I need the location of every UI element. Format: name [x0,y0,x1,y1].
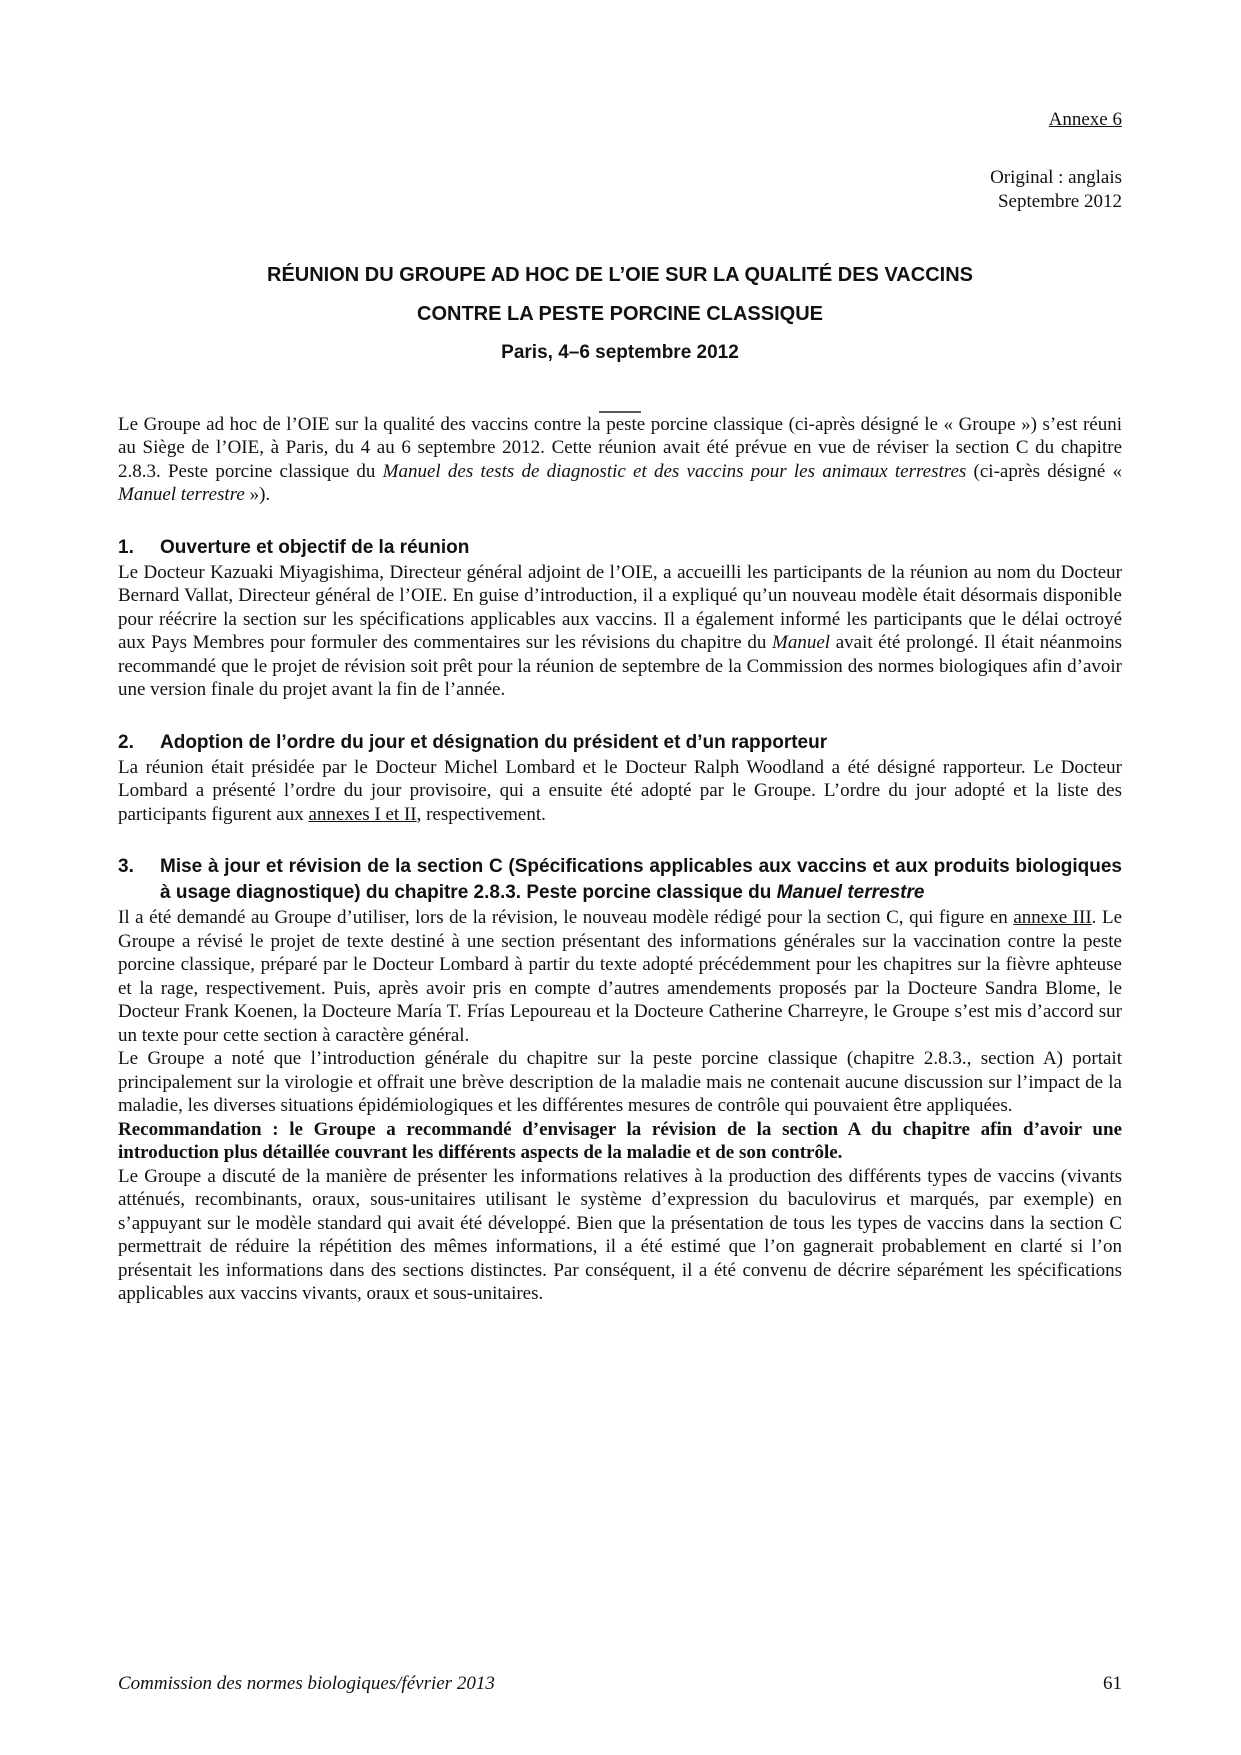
section-1-title: Ouverture et objectif de la réunion [160,536,470,558]
section-2-paragraph-1: La réunion était présidée par le Docteur Michel Lombard et le Docteur Ralph Woodland a été désigné rapporteur. Le Docteur Lombard a présenté l’ordre du jour provisoire, qui a ensuite été adopté par le Groupe. L’ordre du jour adopté et la liste des participants figurent aux annexes I et II, respectivement. [118,756,1122,825]
section-1-number: 1. [118,536,134,558]
document-date: Septembre 2012 [997,190,1122,212]
intro-paragraph: Le Groupe ad hoc de l’OIE sur la qualité des vaccins contre la peste porcine classique (ci-après désigné le « Groupe ») s’est réuni au Siège de l’OIE, à Paris, du 4 au 6 septembre 2012. Cette réunion avait été prévue en vue de réviser la section C du chapitre 2.8.3. Peste porcine classique du Manuel des tests de diagnostic et des vaccins pour les animaux terrestres (ci-après désigné « Manuel terrestre »). [118,413,1122,505]
section-3-recommendation: Recommandation : le Groupe a recommandé d’envisager la révision de la section A du chapitre afin d’avoir une introduction plus détaillée couvrant les différents aspects de la maladie et de son contrôle. [118,1118,1122,1163]
section-2-number: 2. [118,731,134,753]
document-meta [118,166,1122,214]
annexe-label [118,108,1122,132]
title-line-2: CONTRE LA PESTE PORCINE CLASSIQUE [417,302,823,325]
original-language: Original : anglais [990,166,1122,188]
section-3-paragraph-4: Le Groupe a discuté de la manière de présenter les informations relatives à la production des différents types de vaccins (vivants atténués, recombinants, oraux, sous-unitaires utilisant le système d’expression du baculovirus et marqués, par exemple) en s’appuyant sur le modèle standard qui avait été développé. Bien que la présentation de tous les types de vaccins dans la section C permettrait de réduire la répétition des mêmes informations, il a été estimé que l’on gagnerait probablement en clarté si l’on présentait les informations dans des sections distinctes. Par conséquent, il a été convenu de décrire séparément les spécifications applicables aux vaccins vivants, oraux et sous-unitaires. [118,1165,1122,1304]
footer-commission-label: Commission des normes biologiques/février 2013 [118,1673,495,1694]
title-line-1: RÉUNION DU GROUPE AD HOC DE L’OIE SUR LA QUALITÉ DES VACCINS [267,263,973,286]
section-1-heading [118,535,1122,561]
section-3-title: Mise à jour et révision de la section C (Spécifications applicables aux vaccins et aux produits biologiques à usage diagnostique) du chapitre 2.8.3. Peste porcine classique du Manuel terrestre [160,856,1122,903]
section-3-paragraph-1: Il a été demandé au Groupe d’utiliser, lors de la révision, le nouveau modèle rédigé pour la section C, qui figure en annexe III. Le Groupe a révisé le projet de texte destiné à une section présentant des informations générales sur la vaccination contre la peste porcine classique, préparé par le Docteur Lombard à partir du texte adopté précédemment pour les chapitres sur la fièvre aphteuse et la rage, respectivement. Puis, après avoir pris en compte d’autres amendements proposés par la Docteure Sandra Blome, le Docteur Frank Koenen, la Docteure María T. Frías Lepoureau et la Docteure Catherine Charreyre, le Groupe s’est mis d’accord sur un texte pour cette section à caractère général. [118,907,1123,1046]
section-3-heading [118,854,1122,906]
section-2-heading [118,730,1122,756]
title-line-3: Paris, 4–6 septembre 2012 [501,341,739,363]
section-1-paragraph-1: Le Docteur Kazuaki Miyagishima, Directeur général adjoint de l’OIE, a accueilli les participants de la réunion au nom du Docteur Bernard Vallat, Directeur général de l’OIE. En guise d’introduction, il a expliqué qu’un nouveau modèle était désormais disponible pour réécrire la section sur les spécifications applicables aux vaccins. Il a également informé les participants que le délai octroyé aux Pays Membres pour formuler des commentaires sur les révisions du chapitre du Manuel avait été prolongé. Il était néanmoins recommandé que le projet de révision soit prêt pour la réunion de septembre de la Commission des normes biologiques afin d’avoir une version finale du projet avant la fin de l’année. [118,561,1122,700]
annexe-text: Annexe 6 [1048,109,1122,130]
section-3-number: 3. [118,856,134,877]
section-2-title: Adoption de l’ordre du jour et désignation du président et d’un rapporteur [160,731,828,753]
page-number: 61 [1103,1673,1122,1694]
page-footer [118,1672,1122,1696]
section-3-paragraph-2: Le Groupe a noté que l’introduction générale du chapitre sur la peste porcine classique (chapitre 2.8.3., section A) portait principalement sur la virologie et offrait une brève description de la maladie mais ne contenait aucune discussion sur l’impact de la maladie, les diverses situations épidémiologiques et les différentes mesures de contrôle qui pouvaient être appliquées. [118,1048,1122,1116]
